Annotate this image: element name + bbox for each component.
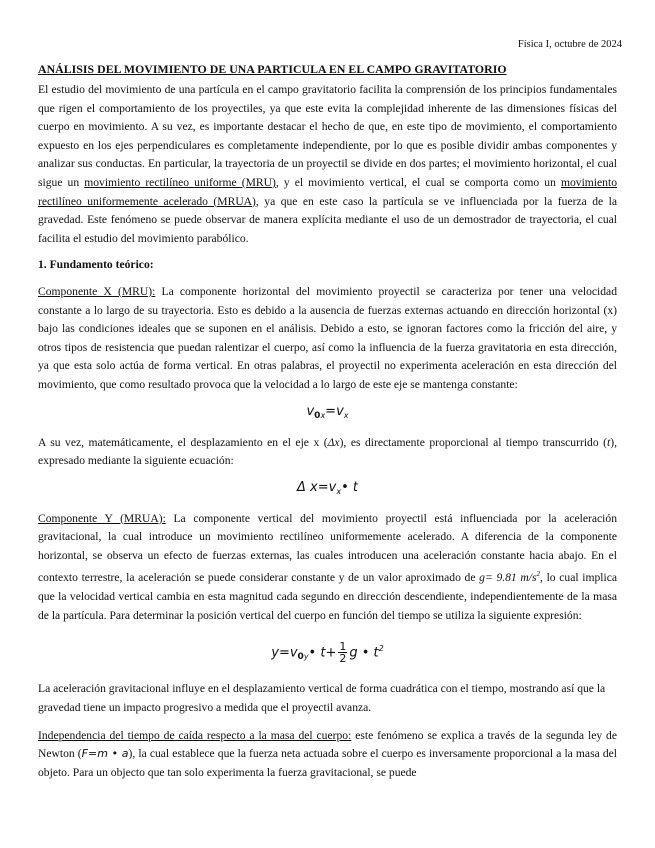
- document-title: ANÁLISIS DEL MOVIMIENTO DE UNA PARTICULA EN EL CAMPO GRAVITATORIO: [38, 62, 507, 76]
- eq2-rest: • t: [341, 479, 358, 495]
- component-y-paragraph: [38, 510, 617, 625]
- component-x-text: La componente horizontal del movimiento proyectil se caracteriza por tener una velocidad constante a lo largo de su trayectoria. Esto es debido a la ausencia de fuerzas externas actuando en dirección horizontal (x) bajo las condiciones ideales que se suponen en el análisis. Debido a esto, se ignoran factores como la fricción del aire, y otros tipos de resistencia que puedan ralentizar el cuerpo, así como la influencia de la fuerza gravitatoria en esta dirección, ya que esta solo actúa de forma vertical. En otras palabras, el proyectil no experimenta aceleración en esta dirección del movimiento, que como resultado provoca que la velocidad a lo largo de este eje se mantenga constante:: [38, 284, 617, 391]
- disp-text-1: A su vez, matemáticamente, el desplazamiento en el eje x (: [38, 435, 328, 449]
- eq2-sub: x: [336, 486, 342, 496]
- intro-text-2: , y el movimiento vertical, el cual se comporta como un: [275, 175, 561, 189]
- component-y-text-1: La componente vertical del movimiento proyectil está influenciada por la aceleración gravitacional, la cual introduce un movimiento rectilíneo uniformemente acelerado. A diferencia de la componente horizontal, se observa un efecto de fuerzas externas, las cuales introducen una aceleración constante hacia abajo. En el contexto terrestre, la aceleración se puede considerar constante y de un valor aproximado de: [38, 511, 617, 585]
- disp-dx: Δx: [327, 435, 340, 449]
- eq3-b: • t+: [308, 645, 337, 661]
- equation-velocity-x: [38, 402, 617, 426]
- component-y-label: Componente Y (MRUA):: [38, 511, 166, 525]
- independence-text-1: este fenómeno se explica a través de la segunda ley de Newton (: [38, 728, 617, 761]
- eq3-sub0: 0: [297, 652, 304, 663]
- eq2-main: Δ x=v: [297, 479, 337, 495]
- disp-t: t: [607, 435, 611, 449]
- eq3-a: y=v: [271, 645, 298, 661]
- component-x-paragraph: [38, 283, 617, 395]
- acceleration-paragraph: La aceleración gravitacional influye en el desplazamiento vertical de forma cuadrática con el tiempo, mostrando así que la gravedad tiene un impacto progresivo a medida que el proyectil avanza.: [38, 682, 606, 715]
- intro-text-3: , ya que en este caso la partícula se ve influenciada por la fuerza de la gravedad. Este fenómeno se puede observar de manera explícita mediante el uso de un demostrador de trayectoria, el cual facilita el estudio del movimiento parabólico.: [38, 194, 617, 245]
- fraction-one-half: [338, 641, 347, 664]
- eq1-equals: =: [325, 403, 337, 419]
- independence-paragraph: [38, 727, 617, 783]
- disp-text-2: ), es directamente proporcional al tiempo transcurrido (: [339, 435, 607, 449]
- component-y-text-2: , lo cual implica que la velocidad vertical cambia en esta magnitud cada segundo en dirección descendiente, independientemente de la masa de la partícula. Para determinar la posición vertical del cuerpo en función del tiempo se utiliza la siguiente expresión:: [38, 571, 618, 622]
- equation-position-y: [38, 637, 617, 669]
- section-heading: 1. Fundamento teórico:: [38, 258, 154, 272]
- eq1-lhs: v: [306, 403, 315, 419]
- eq3-sup: 2: [378, 644, 384, 654]
- gravity-value: g= 9.81 m/s: [479, 571, 537, 585]
- equation-displacement-x: [38, 478, 617, 502]
- mrua-link[interactable]: movimiento rectilíneo uniformemente acelerado (MRUA): [38, 175, 617, 208]
- independence-text-2: ), la cual establece que la fuerza neta actuada sobre el cuerpo es inversamente proporcional a la masa del objeto. Para un objecto que tan solo experimenta la fuerza gravitacional, se puede: [38, 747, 617, 779]
- header-date: Física I, octubre de 2024: [517, 39, 622, 50]
- frac-den: 2: [339, 652, 347, 666]
- eq1-rhs: v: [336, 403, 344, 419]
- gravity-sup: 2: [536, 570, 541, 579]
- disp-text-3: ), expresado mediante la siguiente ecuación:: [38, 435, 617, 468]
- eq1-sub0: 0: [314, 410, 321, 421]
- intro-text-1: El estudio del movimiento de una partícula en el campo gravitatorio facilita la comprensión de los principios fundamentales que rigen el comportamiento de los proyectiles, ya que este evita la complejidad inherente de las dimensiones físicas del cuerpo en movimiento. A su vez, es importante destacar el hecho de que, en este tipo de movimiento, el comportamiento expuesto en los ejes perpendiculares es completamente independiente, por lo que es posible dividir ambas componentes y analizar sus conductas. En particular, la trayectoria de un proyectil se divide en dos partes; el movimiento horizontal, el cual sigue un: [38, 83, 617, 189]
- intro-paragraph: [38, 81, 617, 248]
- eq3-c: g • t: [349, 645, 379, 661]
- displacement-paragraph: [38, 434, 617, 471]
- document-body: [38, 81, 617, 782]
- eq1-rhs-sub: x: [343, 410, 349, 420]
- eq3-suby: y: [303, 652, 309, 662]
- newton-formula: F=m • a: [81, 747, 129, 761]
- independence-label: Independencia del tiempo de caída respecto a la masa del cuerpo:: [38, 728, 352, 742]
- component-x-label: Componente X (MRU):: [38, 284, 156, 298]
- mru-link[interactable]: movimiento rectilíneo uniforme (MRU): [84, 175, 276, 189]
- frac-num: 1: [339, 640, 347, 654]
- eq1-subx: x: [320, 410, 326, 420]
